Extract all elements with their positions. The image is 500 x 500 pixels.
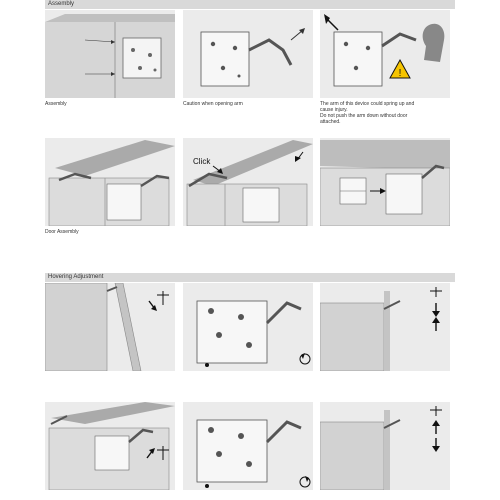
panel-hover-5: [183, 402, 313, 490]
warning-illustration: [320, 10, 450, 98]
section-header-hovering: [45, 273, 455, 282]
door-assembly-illustration-3: [320, 138, 450, 226]
panel-assembly: [45, 10, 175, 98]
caption-assembly: Assembly: [45, 101, 67, 107]
svg-text:!: !: [398, 68, 402, 79]
assembly-illustration: [45, 10, 175, 98]
section-header-assembly: [45, 0, 455, 9]
warning-line-1: The arm of this device could spring up and: [320, 101, 415, 107]
panel-hover-6: [320, 402, 450, 490]
panel-door-assembly-2: [183, 138, 313, 226]
panel-caution-opening: [183, 10, 313, 98]
panel-hover-4: [45, 402, 175, 490]
warning-line-4: attached.: [320, 119, 341, 125]
section-title-hovering: Hovering Adjustment: [48, 274, 104, 280]
warning-line-2: cause injury.: [320, 107, 348, 113]
panel-hover-2: [183, 283, 313, 371]
click-label: Click: [193, 157, 211, 166]
panel-warning: [320, 10, 450, 98]
caption-door-assembly: Door Assembly: [45, 229, 79, 235]
panel-door-assembly-1: [45, 138, 175, 226]
hover-illustration-5: [183, 402, 313, 490]
hover-illustration-6: [320, 402, 450, 490]
warning-line-3: Do not push the arm down without door: [320, 113, 408, 119]
door-assembly-illustration-1: [45, 138, 175, 226]
hover-illustration-4: [45, 402, 175, 490]
hover-illustration-1: [45, 283, 175, 371]
section-title-assembly: Assembly: [48, 1, 75, 7]
panel-hover-1: [45, 283, 175, 371]
hover-illustration-3: [320, 283, 450, 371]
hover-illustration-2: [183, 283, 313, 371]
panel-hover-3: [320, 283, 450, 371]
caution-opening-illustration: [183, 10, 313, 98]
panel-door-assembly-3: [320, 138, 450, 226]
door-assembly-illustration-2: [183, 138, 313, 226]
caption-caution: Caution when opening arm: [183, 101, 243, 107]
caption-warning: [320, 101, 450, 125]
